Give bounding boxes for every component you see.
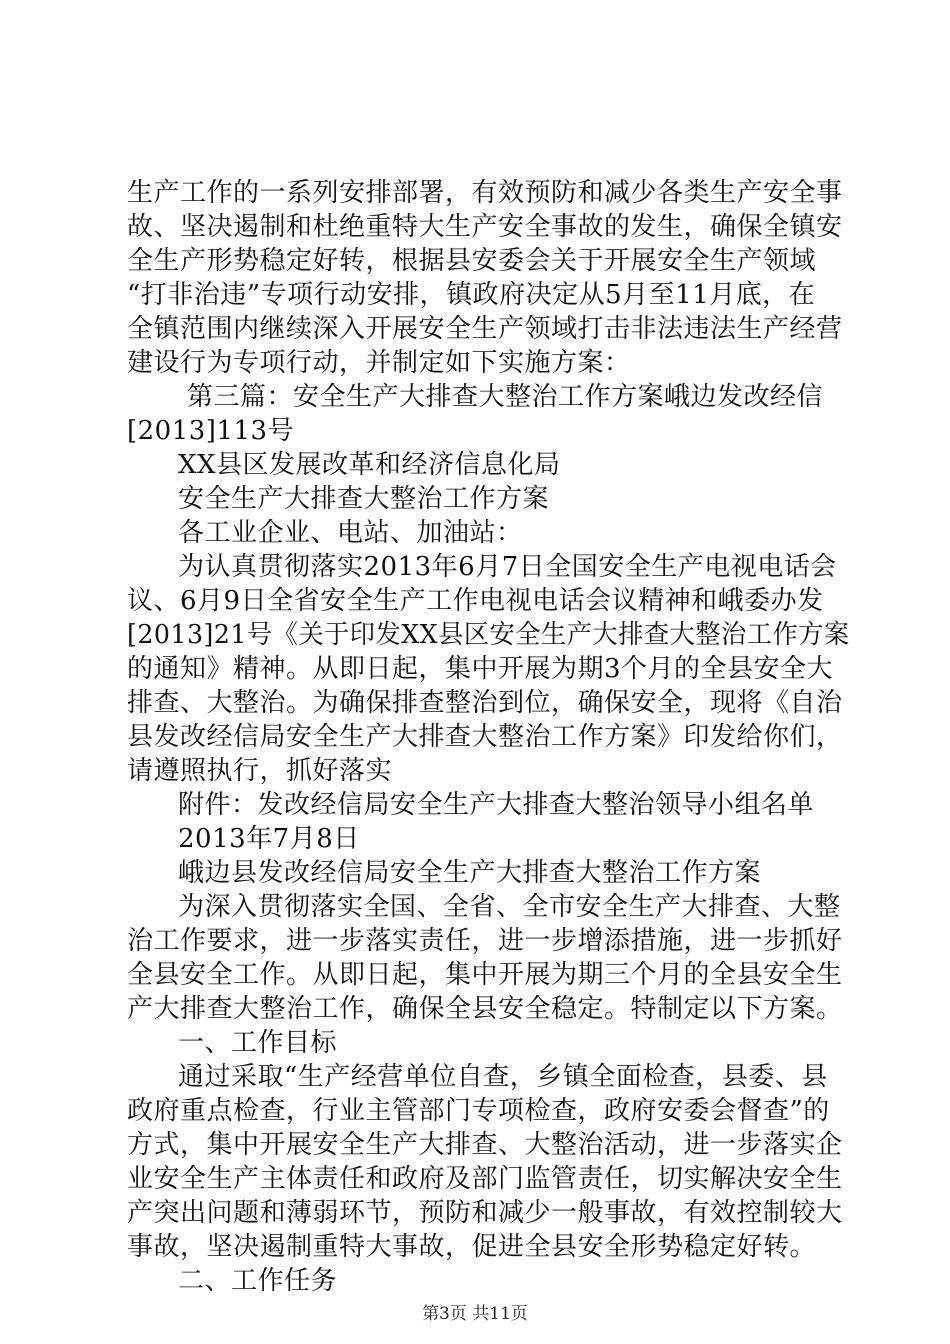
paragraph-line: 为深入贯彻落实全国、全省、全市安全生产大排查、大整 [178, 892, 841, 922]
paragraph-line: 请遵照执行，抓好落实 [127, 756, 393, 786]
paragraph-line: 县发改经信局安全生产大排查大整治工作方案》印发给你们， [127, 722, 843, 752]
paragraph-line: 故、坚决遏制和杜绝重特大生产安全事故的发生，确保全镇安 [127, 212, 843, 242]
section-heading: 第三篇：安全生产大排查大整治工作方案峨边发改经信 [187, 382, 824, 412]
paragraph-line: 产突出问题和薄弱环节，预防和减少一般事故，有效控制较大 [127, 1198, 843, 1228]
paragraph-line: 生产工作的一系列安排部署，有效预防和减少各类生产安全事 [127, 178, 843, 208]
section-heading: 一、工作目标 [178, 1028, 338, 1058]
paragraph-line: 的通知》精神。从即日起，集中开展为期3个月的全县安全大 [127, 654, 834, 684]
issuer-line: XX县区发展改革和经济信息化局 [178, 450, 561, 480]
paragraph-line: 排查、大整治。为确保排查整治到位，确保安全，现将《自治 [127, 688, 843, 718]
paragraph-line: 议、6月9日全省安全生产工作电视电话会议精神和峨委办发 [127, 586, 824, 616]
paragraph-line: 全生产形势稳定好转，根据县安委会关于开展安全生产领域 [127, 246, 817, 276]
paragraph-line: 全县安全工作。从即日起，集中开展为期三个月的全县安全生 [127, 960, 843, 990]
attachment-line: 附件：发改经信局安全生产大排查大整治领导小组名单 [178, 790, 815, 820]
title-line: 安全生产大排查大整治工作方案 [178, 484, 550, 514]
paragraph-line: 事故，坚决遏制重特大事故，促进全县安全形势稳定好转。 [127, 1232, 817, 1262]
section-heading: 二、工作任务 [178, 1266, 338, 1296]
title-line: 峨边县发改经信局安全生产大排查大整治工作方案 [178, 858, 762, 888]
paragraph-line: 方式，集中开展安全生产大排查、大整治活动，进一步落实企 [127, 1130, 843, 1160]
paragraph-line: 通过采取“生产经营单位自查，乡镇全面检查，县委、县 [178, 1062, 828, 1092]
paragraph-line: [2013]21号《关于印发XX县区安全生产大排查大整治工作方案 [127, 620, 850, 650]
paragraph-line: “打非治违”专项行动安排，镇政府决定从5月至11月底，在 [127, 280, 816, 310]
paragraph-line: 政府重点检查，行业主管部门专项检查，政府安委会督查”的 [127, 1096, 830, 1126]
page-number-footer: 第3页 共11页 [422, 1304, 528, 1324]
paragraph-line: 建设行为专项行动，并制定如下实施方案： [127, 348, 631, 378]
paragraph-line: 治工作要求，进一步落实责任，进一步增添措施，进一步抓好 [127, 926, 843, 956]
paragraph-line: 全镇范围内继续深入开展安全生产领域打击非法违法生产经营 [127, 314, 843, 344]
paragraph-line: [2013]113号 [127, 416, 295, 446]
paragraph-line: 业安全生产主体责任和政府及部门监管责任，切实解决安全生 [127, 1164, 843, 1194]
paragraph-line: 产大排查大整治工作，确保全县安全稳定。特制定以下方案。 [127, 994, 843, 1024]
paragraph-line: 为认真贯彻落实2013年6月7日全国安全生产电视电话会 [178, 552, 837, 582]
date-line: 2013年7月8日 [178, 824, 360, 854]
salutation-line: 各工业企业、电站、加油站： [178, 518, 523, 548]
